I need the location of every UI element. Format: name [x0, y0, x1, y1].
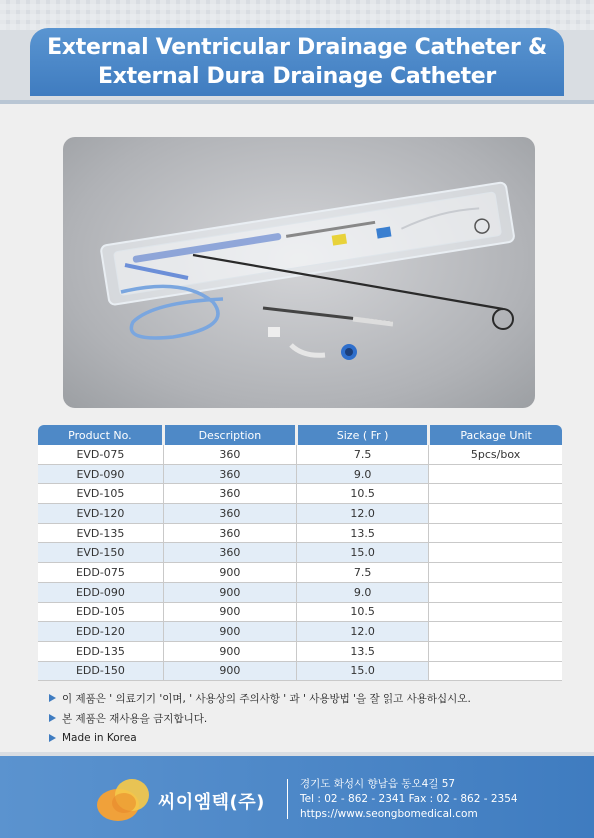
catheter-kit-illustration [63, 137, 535, 408]
triangle-right-icon [49, 694, 56, 702]
cell-package-empty [429, 602, 562, 622]
cell-description: 360 [163, 504, 296, 524]
table-row [38, 504, 562, 524]
table-row [38, 563, 562, 583]
note-item [49, 708, 471, 728]
title-banner [30, 28, 564, 96]
cell-package-empty [429, 563, 562, 583]
cell-product: EDD-105 [38, 602, 163, 622]
note-text: 본 제품은 재사용을 금지합니다. [62, 712, 208, 725]
cell-size: 9.0 [297, 464, 429, 484]
cell-description: 900 [163, 563, 296, 583]
cell-product: EDD-090 [38, 582, 163, 602]
title-underline [0, 100, 594, 104]
title-line-2: External Dura Drainage Catheter [98, 64, 496, 89]
cell-product: EDD-120 [38, 622, 163, 642]
cell-product: EVD-105 [38, 484, 163, 504]
cell-package-empty [429, 641, 562, 661]
cell-product: EDD-075 [38, 563, 163, 583]
spec-table [38, 425, 562, 681]
cell-description: 360 [163, 543, 296, 563]
table-row [38, 622, 562, 642]
cell-size: 10.5 [297, 484, 429, 504]
cell-product: EVD-150 [38, 543, 163, 563]
cell-product: EVD-075 [38, 445, 163, 464]
cell-description: 900 [163, 661, 296, 681]
table-row [38, 523, 562, 543]
address: 경기도 화성시 향남읍 동오4길 57 [300, 778, 456, 790]
cell-size: 9.0 [297, 582, 429, 602]
website-link[interactable]: https://www.seongbomedical.com [300, 808, 478, 820]
notes-list [49, 688, 471, 748]
cell-size: 7.5 [297, 563, 429, 583]
phone-fax: Tel : 02 - 862 - 2341 Fax : 02 - 862 - 2354 [300, 793, 518, 805]
cell-product: EVD-120 [38, 504, 163, 524]
contact-info [300, 777, 518, 822]
table-row [38, 543, 562, 563]
cell-size: 15.0 [297, 543, 429, 563]
table-row [38, 661, 562, 681]
note-text: 이 제품은 ' 의료기기 '이며, ' 사용상의 주의사항 ' 과 ' 사용방법 '을 잘 읽고 사용하십시오. [62, 692, 471, 705]
product-photo [63, 137, 535, 408]
cell-description: 360 [163, 464, 296, 484]
cell-package-empty [429, 582, 562, 602]
cell-description: 360 [163, 484, 296, 504]
cell-description: 900 [163, 641, 296, 661]
table-row [38, 445, 562, 464]
cell-product: EVD-090 [38, 464, 163, 484]
table-header-row [38, 425, 562, 445]
cell-size: 12.0 [297, 622, 429, 642]
title-line-1: External Ventricular Drainage Catheter & [47, 35, 547, 60]
cell-description: 360 [163, 523, 296, 543]
cell-package-empty [429, 622, 562, 642]
cell-package-empty [429, 484, 562, 504]
col-header-package: Package Unit [429, 425, 562, 445]
cell-size: 15.0 [297, 661, 429, 681]
note-item [49, 688, 471, 708]
col-header-size: Size ( Fr ) [297, 425, 429, 445]
note-text: Made in Korea [62, 732, 137, 744]
company-logo-icon [96, 777, 154, 823]
table-row [38, 602, 562, 622]
cell-size: 12.0 [297, 504, 429, 524]
cell-description: 360 [163, 445, 296, 464]
table-row [38, 464, 562, 484]
col-header-description: Description [163, 425, 296, 445]
triangle-right-icon [49, 714, 56, 722]
table-row [38, 484, 562, 504]
cell-size: 13.5 [297, 523, 429, 543]
cell-size: 7.5 [297, 445, 429, 464]
note-item [49, 728, 471, 748]
footer-divider [287, 779, 288, 819]
company-name: 씨이엠텍(주) [158, 792, 265, 813]
cell-package-empty [429, 543, 562, 563]
table-row [38, 582, 562, 602]
cell-size: 10.5 [297, 602, 429, 622]
cell-product: EVD-135 [38, 523, 163, 543]
header-band [0, 0, 594, 104]
table-row [38, 641, 562, 661]
cell-description: 900 [163, 622, 296, 642]
cell-description: 900 [163, 582, 296, 602]
col-header-product: Product No. [38, 425, 163, 445]
cell-product: EDD-150 [38, 661, 163, 681]
cell-package: 5pcs/box [429, 445, 562, 464]
cell-description: 900 [163, 602, 296, 622]
cell-package-empty [429, 504, 562, 524]
cell-package-empty [429, 464, 562, 484]
cell-size: 13.5 [297, 641, 429, 661]
header-mosaic-pattern [0, 0, 594, 30]
cell-product: EDD-135 [38, 641, 163, 661]
triangle-right-icon [49, 734, 56, 742]
cell-package-empty [429, 661, 562, 681]
cell-package-empty [429, 523, 562, 543]
